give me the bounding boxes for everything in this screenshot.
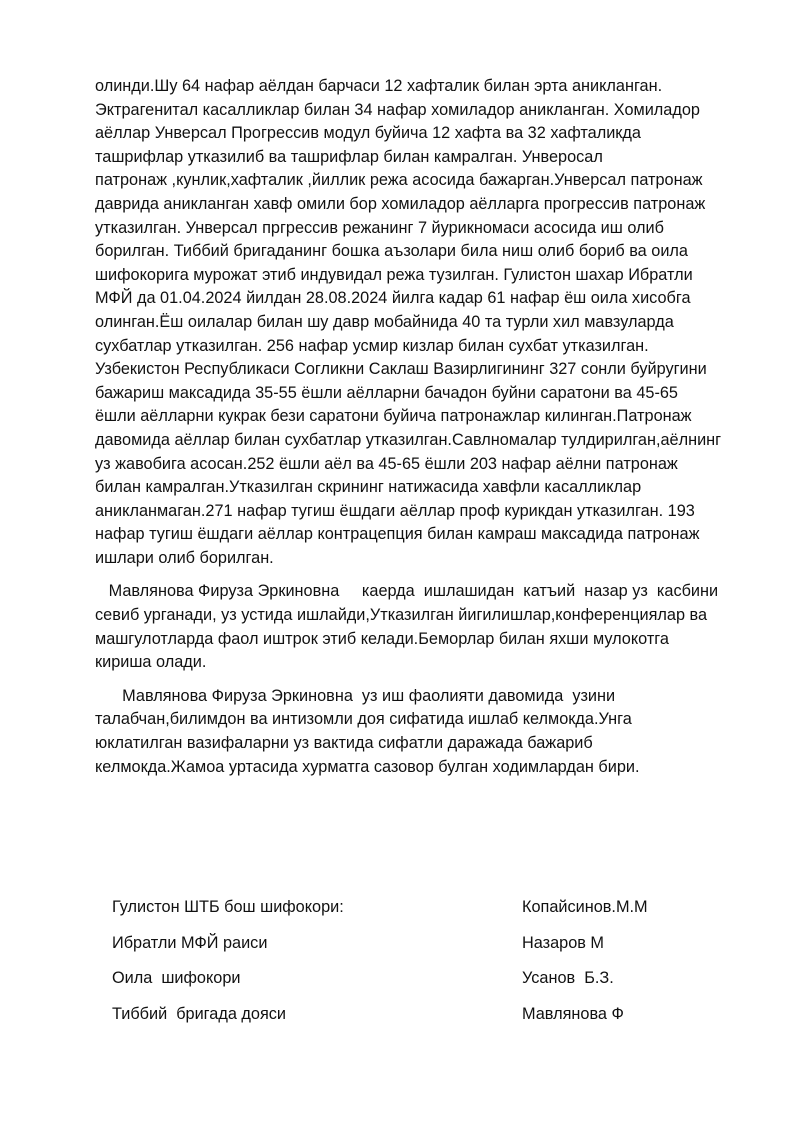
text-line: шифокорига мурожат этиб индувидал режа тузилган. Гулистон шахар Ибратли xyxy=(95,265,693,284)
signature-row xyxy=(112,898,692,934)
text-line: олинган.Ёш оилалар билан шу давр мобайнида 40 та турли хил мавзуларда xyxy=(95,312,674,331)
text-line: Мавлянова Фируза Эркиновна уз иш фаолияти давомида узини xyxy=(95,686,616,705)
text-line: ташрифлар утказилиб ва ташрифлар билан камралган. Унверосал xyxy=(95,147,603,166)
text-line: билан камралган.Утказилган скрининг натижасида хавфли касалликлар xyxy=(95,478,642,497)
text-line: даврида аникланган хавф омили бор хомиладор аёлларга прогрессив патронаж xyxy=(95,194,706,213)
text-line: аёллар Унверсал Прогрессив модул буйича 12 хафта ва 32 хафталикда xyxy=(95,124,641,143)
signature-row xyxy=(112,1005,692,1041)
signature-name: Копайсинов.М.М xyxy=(522,898,648,916)
paragraph-statistics xyxy=(95,75,795,570)
signature-row xyxy=(112,969,692,1005)
text-line: патронаж ,кунлик,хафталик ,йиллик режа асосида бажарган.Унверсал патронаж xyxy=(95,171,703,190)
text-line: Мавлянова Фируза Эркиновна каерда ишлашидан катъий назар уз касбини xyxy=(95,582,719,601)
signature-name: Мавлянова Ф xyxy=(522,1004,624,1023)
text-line: бажариш максадида 35-55 ёшли аёлларни бачадон буйни саратони ва 45-65 xyxy=(95,383,678,402)
text-line: борилган. Тиббий бригаданинг бошка аъзолари била ниш олиб бориб ва оила xyxy=(95,242,688,261)
text-line: нафар тугиш ёшдаги аёллар контрацепция билан камраш максадида патронаж xyxy=(95,525,700,544)
text-line: МФЙ да 01.04.2024 йилдан 28.08.2024 йилга кадар 61 нафар ёш оила хисобга xyxy=(95,289,691,308)
text-line: келмокда.Жамоа уртасида хурматга сазовор булган ходимлардан бири. xyxy=(95,757,640,776)
text-line: машгулотларда фаол иштрок этиб келади.Беморлар билан яхши мулокотга xyxy=(95,629,669,648)
signature-name: Назаров М xyxy=(522,933,604,952)
text-line: Узбекистон Республикаси Согликни Саклаш Вазирлигининг 327 сонли буйругини xyxy=(95,360,707,379)
text-line: ишлари олиб борилган. xyxy=(95,548,274,567)
text-line: уз жавобига асосан.252 ёшли аёл ва 45-65 ёшли 203 нафар аёлни патронаж xyxy=(95,454,678,473)
text-line: сухбатлар утказилган. 256 нафар усмир кизлар билан сухбат утказилган. xyxy=(95,336,649,355)
text-line: юклатилган вазифаларни уз вактида сифатли даражада бажариб xyxy=(95,734,593,753)
text-line: аникланмаган.271 нафар тугиш ёшдаги аёллар проф курикдан утказилган. 193 xyxy=(95,501,695,520)
text-line: кириша олади. xyxy=(95,653,207,672)
text-line: ёшли аёлларни кукрак бези саратони буйича патронажлар килинган.Патронаж xyxy=(95,407,692,426)
text-line: талабчан,билимдон ва интизомли доя сифатида ишлаб келмокда.Унга xyxy=(95,710,632,729)
paragraph-characterization-1 xyxy=(95,580,795,674)
signature-name: Усанов Б.З. xyxy=(522,969,614,987)
signature-role: Ибратли МФЙ раиси xyxy=(112,933,268,952)
signature-role: Оила шифокори xyxy=(112,969,241,987)
signature-role: Тиббий бригада дояси xyxy=(112,1004,287,1023)
text-line: Эктрагенитал касалликлар билан 34 нафар хомиладор аникланган. Хомиладор xyxy=(95,100,700,119)
text-line: олинди.Шу 64 нафар аёлдан барчаси 12 хафталик билан эрта аникланган. xyxy=(95,77,663,95)
signature-row xyxy=(112,934,692,970)
text-line: утказилган. Унверсал пргрессив режанинг 7 йурикномаси асосида иш олиб xyxy=(95,218,664,237)
signature-block xyxy=(112,898,692,1040)
text-line: давомида аёллар билан сухбатлар утказилган.Савлномалар тулдирилган,аёлнинг xyxy=(95,430,722,449)
paragraph-characterization-2 xyxy=(95,685,795,779)
signature-role: Гулистон ШТБ бош шифокори: xyxy=(112,898,344,916)
document-body xyxy=(95,75,795,779)
text-line: севиб урганади, уз устида ишлайди,Утказилган йигилишлар,конференциялар ва xyxy=(95,606,708,625)
